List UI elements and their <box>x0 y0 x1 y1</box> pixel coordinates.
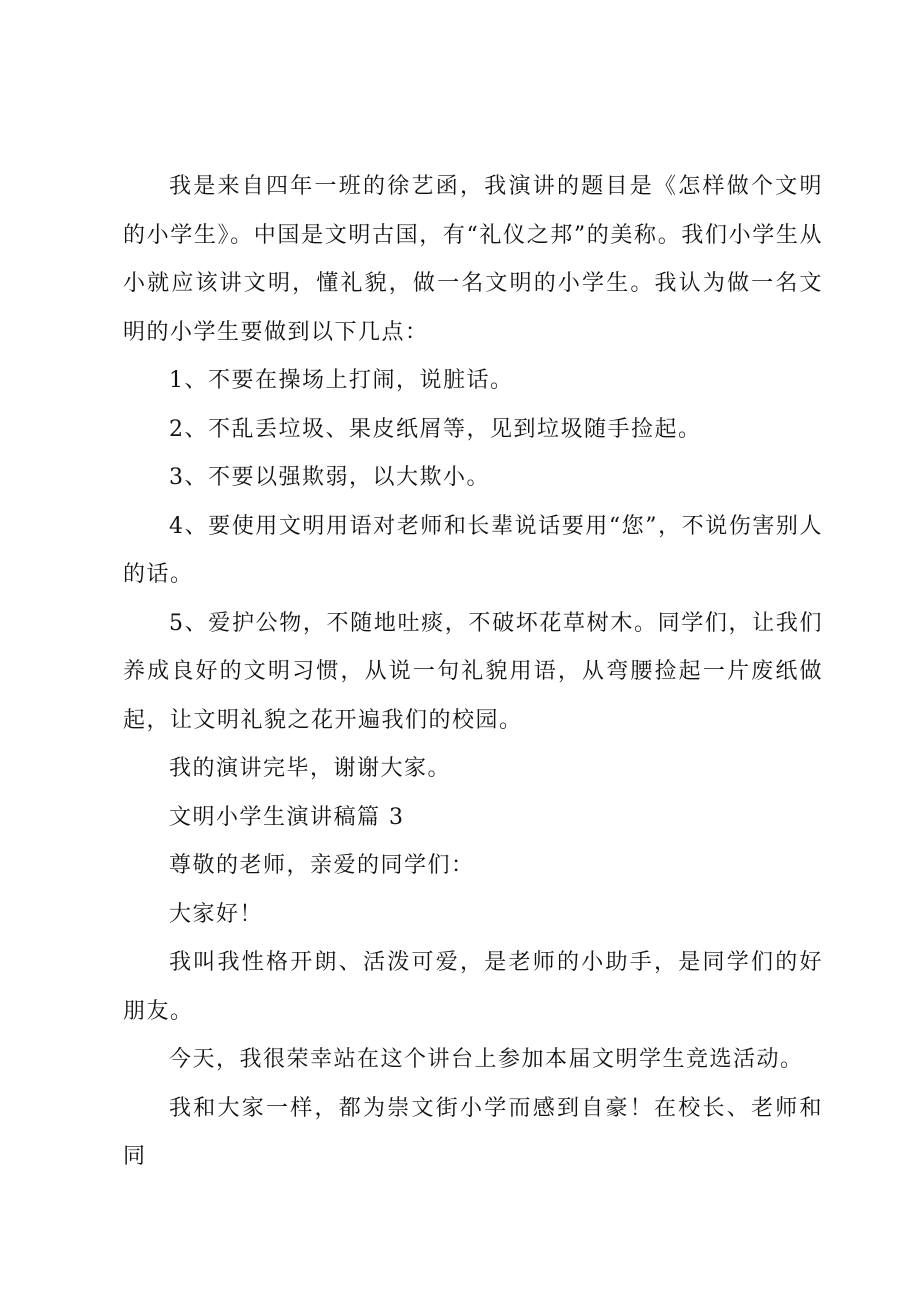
paragraph-point-1: 1、不要在操场上打闹，说脏话。 <box>169 368 514 393</box>
paragraph-pride: 我和大家一样，都为崇文街小学而感到自豪！在校长、老师和同 <box>123 1095 823 1169</box>
paragraph-closing: 我的演讲完毕，谢谢大家。 <box>169 756 452 781</box>
paragraph-self-intro: 我叫我性格开朗、活泼可爱，是老师的小助手，是同学们的好朋友。 <box>123 950 823 1024</box>
paragraph-point-3: 3、不要以强欺弱，以大欺小。 <box>169 465 490 490</box>
section-heading: 文明小学生演讲稿篇 3 <box>169 804 405 830</box>
document-body <box>123 163 823 1182</box>
paragraph-point-5: 5、爱护公物，不随地吐痰，不破坏花草树木。同学们，让我们养成良好的文明习惯，从说一句礼貌用语，从弯腰捡起一片废纸做起，让文明礼貌之花开遍我们的校园。 <box>123 610 823 733</box>
paragraph-salutation: 尊敬的老师，亲爱的同学们： <box>169 853 475 878</box>
paragraph-greeting: 大家好！ <box>169 901 264 927</box>
paragraph-today: 今天，我很荣幸站在这个讲台上参加本届文明学生竞选活动。 <box>169 1047 804 1072</box>
paragraph-intro: 我是来自四年一班的徐艺函，我演讲的题目是《怎样做个文明的小学生》。中国是文明古国，有“礼仪之邦”的美称。我们小学生从小就应该讲文明，懂礼貌，做一名文明的小学生。我认为做一名文明的小学生要做到以下几点： <box>123 174 823 345</box>
paragraph-point-2: 2、不乱丢垃圾、果皮纸屑等，见到垃圾随手捡起。 <box>169 416 702 442</box>
paragraph-point-4: 4、要使用文明用语对老师和长辈说话要用“您”，不说伤害别人的话。 <box>123 513 823 587</box>
